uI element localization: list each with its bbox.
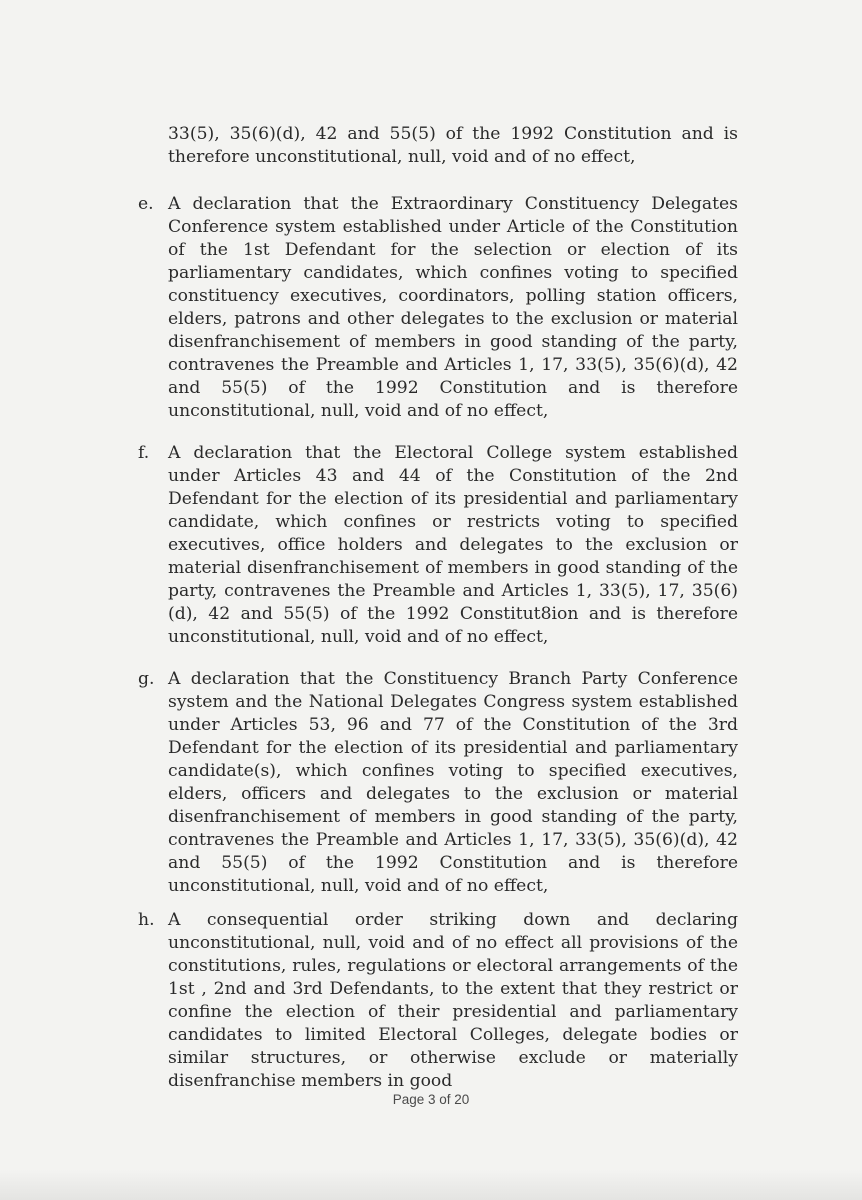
item-label: g. — [138, 669, 155, 689]
list-item-f — [138, 442, 738, 649]
carry-over-paragraph: 33(5), 35(6)(d), 42 and 55(5) of the 1992 Constitution and is therefore unconstitutional, null, void and of no effect, — [168, 124, 738, 167]
item-text: A declaration that the Extraordinary Constituency Delegates Conference system established under Article of the Constitution of the 1st Defendant for the selection or election of its parliamentary candidates, which confines voting to specified constituency executives, coordinators, polling station officers, elders, patrons and other delegates to the exclusion or material disenfranchisement of members in good standing of the party, contravenes the Preamble and Articles 1, 17, 33(5), 35(6)(d), 42 and 55(5) of the 1992 Constitution and is therefore unconstitutional, null, void and of no effect, — [168, 194, 738, 421]
list-item-e — [138, 193, 738, 423]
page-number: Page 3 of 20 — [392, 1092, 470, 1107]
item-label: f. — [138, 443, 150, 463]
item-label: h. — [138, 910, 155, 930]
item-label: e. — [138, 194, 154, 214]
item-text: A declaration that the Constituency Branch Party Conference system and the National Delegates Congress system established under Articles 53, 96 and 77 of the Constitution of the 3rd Defendant for the election of its presidential and parliamentary candidate(s), which confines voting to specified executives, elders, officers and delegates to the exclusion or material disenfranchisement of members in good standing of the party, contravenes the Preamble and Articles 1, 17, 33(5), 35(6)(d), 42 and 55(5) of the 1992 Constitution and is therefore unconstitutional, null, void and of no effect, — [168, 669, 738, 896]
list-item-g — [138, 668, 738, 898]
item-text: A consequential order striking down and declaring unconstitutional, null, void and of no effect all provisions of the constitutions, rules, regulations or electoral arrangements of the 1st , 2nd and 3rd Defendants, to the extent that they restrict or confine the election of their presidential and parliamentary candidates to limited Electoral Colleges, delegate bodies or similar structures, or otherwise exclude or materially disenfranchise members in good — [168, 910, 738, 1091]
list-item-h — [138, 909, 738, 1093]
item-text: A declaration that the Electoral College system established under Articles 43 and 44 of the Constitution of the 2nd Defendant for the election of its presidential and parliamentary candidate, which confines or restricts voting to specified executives, office holders and delegates to the exclusion or material disenfranchisement of members in good standing of the party, contravenes the Preamble and Articles 1, 33(5), 17, 35(6)(d), 42 and 55(5) of the 1992 Constitut8ion and is therefore unconstitutional, null, void and of no effect, — [168, 443, 738, 647]
